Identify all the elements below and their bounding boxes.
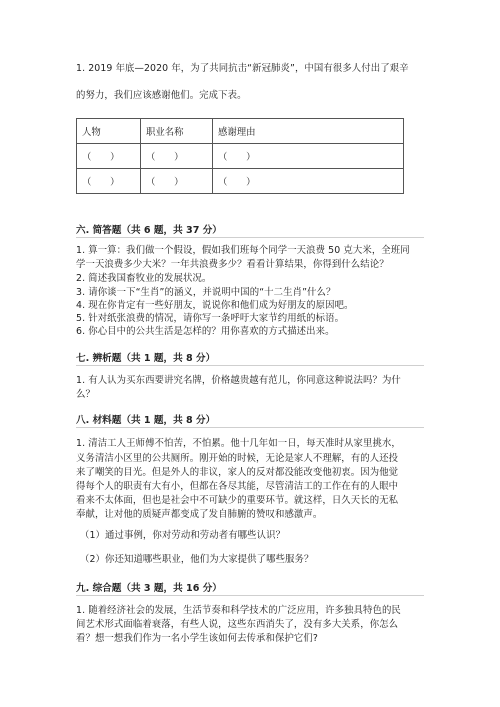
table-row (77, 144, 404, 169)
s9-line: 看？想一想我们作为一名小学生该如何去传承和保护它们? (76, 633, 318, 644)
s8-line: 1. 清洁工人王师傅不怕苦，不怕累。他十几年如一日，每天准时从家里挑水， (76, 438, 401, 449)
section-divider (76, 365, 424, 366)
q1-line-1: 1. 2019 年底—2020 年，为了共同抗击“新冠肺炎”，中国有很多人付出了艰辛 (76, 63, 409, 74)
s9-line: 1. 随着经济社会的发展，生活节奏和科学技术的广泛应用，许多独具特色的民 (76, 605, 401, 616)
s6-line: 6. 你心目中的公共生活是怎样的？用你喜欢的方式描述出来。 (76, 326, 335, 337)
s7-line: 1. 有人认为买东西要讲究名牌，价格越贵越有范儿，你同意这种说法吗？为什 (76, 375, 401, 386)
table-cell-blank[interactable]: （ ） (213, 144, 404, 169)
s6-line: 学一天浪费多少大米？一年共浪费多少？看看计算结果，你得到什么结论？ (76, 259, 389, 270)
section-divider (76, 237, 424, 238)
table-header-cell: 人物 (77, 119, 141, 144)
section-divider (76, 427, 424, 428)
table-cell-blank[interactable]: （ ） (141, 169, 213, 194)
s8-line: 奉献，让对他的质疑声都变成了发自肺腑的赞叹和感激声。 (76, 509, 323, 520)
table-header-row (77, 119, 404, 144)
section-9-title: 九. 综合题（共 3 题，共 16 分） (76, 583, 222, 594)
s8-line: 来了嘲笑的目光。但是外人的非议，家人的反对都没能改变他初衷。因为他觉 (76, 467, 399, 478)
s8-line: 看来不太体面，但也是社会中不可缺少的重要环节。就这样，日久天长的无私 (76, 495, 399, 506)
thanks-table (76, 118, 404, 194)
table-cell-blank[interactable]: （ ） (213, 169, 404, 194)
s6-line: 5. 针对纸张浪费的情况，请你写一条呼吁大家节约用纸的标语。 (76, 313, 345, 324)
section-7-title: 七. 辨析题（共 1 题，共 8 分） (76, 353, 216, 364)
s6-line: 1. 算一算：我们做一个假设，假如我们班每个同学一天浪费 50 克大米，全班同 (76, 245, 410, 256)
s9-line: 间艺术形式面临着衰落，有些人说，这些东西消失了，没有多大关系，你怎么 (76, 619, 399, 630)
s7-line: 么？ (76, 389, 95, 400)
section-8-title: 八. 材料题（共 1 题，共 8 分） (76, 415, 216, 426)
table-cell-blank[interactable]: （ ） (141, 144, 213, 169)
s6-line: 4. 现在你肯定有一些好朋友，说说你和他们成为好朋友的原因吧。 (76, 300, 354, 311)
s6-line: 3. 请你谈一下“生肖”的涵义，并说明中国的“十二生肖”什么？ (76, 287, 336, 298)
section-divider (76, 595, 424, 596)
table-cell-blank[interactable]: （ ） (77, 144, 141, 169)
section-6-title: 六. 简答题（共 6 题，共 37 分） (76, 225, 222, 236)
s8-line: 得每个人的职责有大有小，但都在各尽其能，尽管清洁工的工作在有的人眼中 (76, 481, 399, 492)
q1-line-2: 的努力，我们应该感谢他们。完成下表。 (76, 90, 247, 101)
s8-line: 义务清洁小区里的公共厕所。刚开始的时候，无论是家人不理解，有的人还投 (76, 453, 399, 464)
table-row (77, 169, 404, 194)
table-header-cell: 感谢理由 (213, 119, 404, 144)
table-header-cell: 职业名称 (141, 119, 213, 144)
table-cell-blank[interactable]: （ ） (77, 169, 141, 194)
s8-sub-question-1: （1）通过事例，你对劳动和劳动者有哪些认识？ (80, 530, 286, 541)
s8-sub-question-2: （2）你还知道哪些职业，他们为大家提供了哪些服务？ (80, 554, 314, 565)
s6-line: 2. 简述我国畜牧业的发展状况。 (76, 273, 212, 284)
